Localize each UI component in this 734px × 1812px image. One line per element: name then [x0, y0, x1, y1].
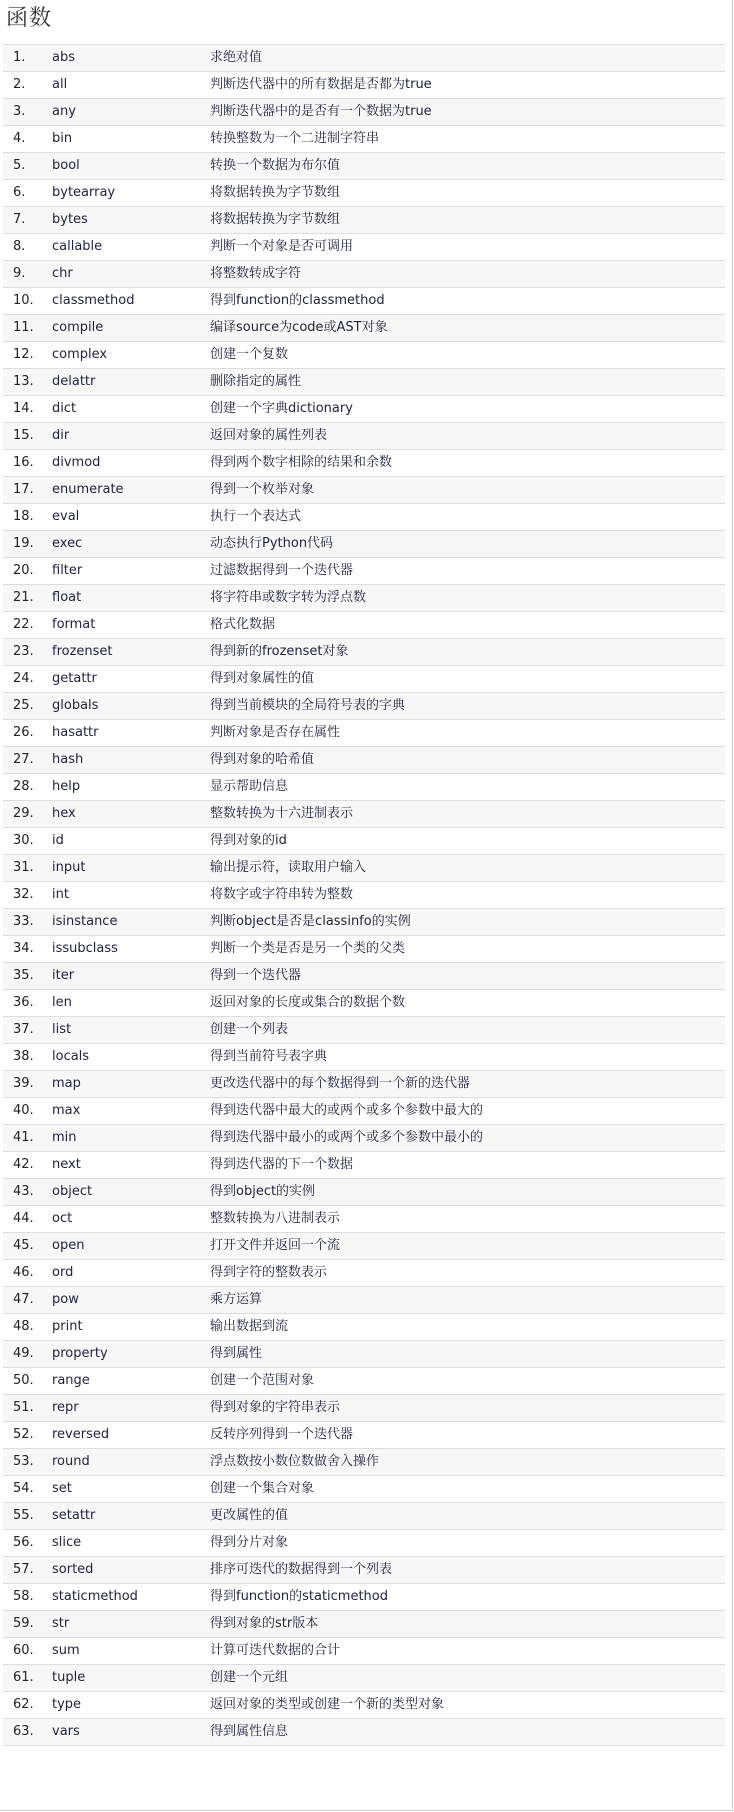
function-description: 浮点数按小数位数做舍入操作 [210, 1454, 380, 1469]
function-description: 更改属性的值 [210, 1508, 289, 1523]
function-description: 创建一个列表 [210, 1022, 289, 1037]
table-row [3, 1017, 725, 1044]
function-name: slice [52, 1535, 82, 1550]
table-row [3, 747, 725, 774]
table-row [3, 1152, 725, 1179]
function-description: 显示帮助信息 [210, 779, 289, 794]
function-name: callable [52, 239, 103, 254]
row-number: 12. [13, 347, 34, 362]
function-name: range [52, 1373, 90, 1388]
function-name: round [52, 1454, 90, 1469]
table-row [3, 126, 725, 153]
function-name: compile [52, 320, 104, 335]
function-description: 更改迭代器中的每个数据得到一个新的迭代器 [210, 1076, 471, 1091]
function-description: 创建一个集合对象 [210, 1481, 315, 1496]
function-name: len [52, 995, 72, 1010]
function-description: 得到对象的str版本 [210, 1616, 319, 1631]
table-row [3, 963, 725, 990]
function-name: id [52, 833, 64, 848]
function-description: 排序可迭代的数据得到一个列表 [210, 1562, 393, 1577]
function-description: 将整数转成字符 [210, 266, 302, 281]
function-name: setattr [52, 1508, 96, 1523]
function-name: property [52, 1346, 108, 1361]
function-name: globals [52, 698, 99, 713]
function-description: 将数据转换为字节数组 [210, 185, 341, 200]
table-row [3, 1044, 725, 1071]
function-description: 得到对象的id [210, 833, 287, 848]
function-description: 转换整数为一个二进制字符串 [210, 131, 380, 146]
row-number: 13. [13, 374, 34, 389]
row-number: 25. [13, 698, 34, 713]
table-row [3, 1314, 725, 1341]
function-description: 判断迭代器中的是否有一个数据为true [210, 104, 432, 119]
function-name: bin [52, 131, 73, 146]
function-name: open [52, 1238, 85, 1253]
table-row [3, 45, 725, 72]
function-description: 过滤数据得到一个迭代器 [210, 563, 354, 578]
row-number: 19. [13, 536, 34, 551]
table-row [3, 72, 725, 99]
row-number: 18. [13, 509, 34, 524]
table-row [3, 1368, 725, 1395]
function-name: frozenset [52, 644, 113, 659]
row-number: 61. [13, 1670, 34, 1685]
table-row [3, 1530, 725, 1557]
function-description: 得到当前模块的全局符号表的字典 [210, 698, 406, 713]
function-table [3, 44, 725, 1746]
row-number: 44. [13, 1211, 34, 1226]
function-description: 得到function的classmethod [210, 293, 385, 308]
function-description: 创建一个范围对象 [210, 1373, 315, 1388]
table-row [3, 288, 725, 315]
table-row [3, 612, 725, 639]
row-number: 34. [13, 941, 34, 956]
function-name: vars [52, 1724, 80, 1739]
function-description: 得到迭代器的下一个数据 [210, 1157, 354, 1172]
table-row [3, 1260, 725, 1287]
function-description: 判断一个类是否是另一个类的父类 [210, 941, 406, 956]
table-row [3, 558, 725, 585]
function-description: 得到对象的字符串表示 [210, 1400, 341, 1415]
table-row [3, 450, 725, 477]
function-description: 求绝对值 [210, 50, 263, 65]
function-description: 将数据转换为字节数组 [210, 212, 341, 227]
table-row [3, 234, 725, 261]
function-name: reversed [52, 1427, 110, 1442]
function-description: 得到object的实例 [210, 1184, 316, 1199]
table-row [3, 693, 725, 720]
row-number: 6. [13, 185, 26, 200]
function-description: 输出提示符，读取用户输入 [210, 860, 367, 875]
row-number: 14. [13, 401, 34, 416]
function-name: input [52, 860, 86, 875]
function-name: dir [52, 428, 70, 443]
function-name: delattr [52, 374, 96, 389]
function-name: type [52, 1697, 82, 1712]
table-row [3, 1287, 725, 1314]
page-title: 函数 [6, 6, 53, 31]
row-number: 56. [13, 1535, 34, 1550]
table-row [3, 1125, 725, 1152]
function-name: complex [52, 347, 108, 362]
row-number: 47. [13, 1292, 34, 1307]
table-row [3, 774, 725, 801]
function-name: dict [52, 401, 77, 416]
table-row [3, 855, 725, 882]
row-number: 57. [13, 1562, 34, 1577]
function-description: 判断一个对象是否可调用 [210, 239, 354, 254]
function-description: 得到迭代器中最小的或两个或多个参数中最小的 [210, 1130, 484, 1145]
function-description: 将数字或字符串转为整数 [210, 887, 354, 902]
function-name: help [52, 779, 81, 794]
table-row [3, 720, 725, 747]
row-number: 43. [13, 1184, 34, 1199]
table-row [3, 342, 725, 369]
row-number: 35. [13, 968, 34, 983]
function-name: exec [52, 536, 83, 551]
function-description: 得到属性信息 [210, 1724, 289, 1739]
function-name: issubclass [52, 941, 118, 956]
row-number: 2. [13, 77, 26, 92]
table-row [3, 1206, 725, 1233]
function-name: all [52, 77, 68, 92]
table-row [3, 1233, 725, 1260]
function-description: 返回对象的属性列表 [210, 428, 328, 443]
row-number: 42. [13, 1157, 34, 1172]
row-number: 52. [13, 1427, 34, 1442]
function-name: sorted [52, 1562, 94, 1577]
table-row [3, 396, 725, 423]
function-name: hex [52, 806, 76, 821]
table-row [3, 504, 725, 531]
row-number: 46. [13, 1265, 34, 1280]
row-number: 36. [13, 995, 34, 1010]
row-number: 4. [13, 131, 26, 146]
row-number: 28. [13, 779, 34, 794]
row-number: 32. [13, 887, 34, 902]
function-description: 输出数据到流 [210, 1319, 289, 1334]
table-row [3, 990, 725, 1017]
row-number: 31. [13, 860, 34, 875]
table-row [3, 1341, 725, 1368]
function-name: iter [52, 968, 75, 983]
row-number: 50. [13, 1373, 34, 1388]
function-description: 判断object是否是classinfo的实例 [210, 914, 411, 929]
function-description: 计算可迭代数据的合计 [210, 1643, 341, 1658]
row-number: 26. [13, 725, 34, 740]
row-number: 5. [13, 158, 26, 173]
row-number: 33. [13, 914, 34, 929]
row-number: 15. [13, 428, 34, 443]
function-description: 得到字符的整数表示 [210, 1265, 328, 1280]
row-number: 21. [13, 590, 34, 605]
function-name: getattr [52, 671, 97, 686]
function-name: tuple [52, 1670, 86, 1685]
table-row [3, 639, 725, 666]
row-number: 63. [13, 1724, 34, 1739]
function-name: str [52, 1616, 70, 1631]
function-description: 创建一个元组 [210, 1670, 289, 1685]
table-row [3, 1476, 725, 1503]
function-name: classmethod [52, 293, 135, 308]
function-name: oct [52, 1211, 73, 1226]
table-row [3, 531, 725, 558]
function-name: print [52, 1319, 83, 1334]
function-description: 得到属性 [210, 1346, 263, 1361]
function-name: next [52, 1157, 81, 1172]
table-row [3, 801, 725, 828]
function-name: hasattr [52, 725, 99, 740]
row-number: 1. [13, 50, 26, 65]
row-number: 41. [13, 1130, 34, 1145]
function-name: abs [52, 50, 75, 65]
row-number: 54. [13, 1481, 34, 1496]
table-row [3, 1422, 725, 1449]
row-number: 22. [13, 617, 34, 632]
function-name: enumerate [52, 482, 124, 497]
row-number: 59. [13, 1616, 34, 1631]
function-description: 得到两个数字相除的结果和余数 [210, 455, 393, 470]
table-row [3, 1503, 725, 1530]
function-description: 整数转换为八进制表示 [210, 1211, 341, 1226]
row-number: 10. [13, 293, 34, 308]
table-row [3, 153, 725, 180]
table-row [3, 585, 725, 612]
table-row [3, 1611, 725, 1638]
table-row [3, 666, 725, 693]
table-row [3, 369, 725, 396]
function-description: 返回对象的类型或创建一个新的类型对象 [210, 1697, 445, 1712]
function-name: min [52, 1130, 77, 1145]
function-description: 得到一个迭代器 [210, 968, 302, 983]
function-name: float [52, 590, 82, 605]
function-description: 格式化数据 [210, 617, 276, 632]
row-number: 38. [13, 1049, 34, 1064]
table-row [3, 1098, 725, 1125]
row-number: 39. [13, 1076, 34, 1091]
row-number: 58. [13, 1589, 34, 1604]
table-row [3, 1719, 725, 1746]
table-row [3, 207, 725, 234]
function-description: 乘方运算 [210, 1292, 263, 1307]
function-name: int [52, 887, 69, 902]
row-number: 7. [13, 212, 26, 227]
function-description: 编译source为code或AST对象 [210, 320, 388, 335]
function-description: 得到新的frozenset对象 [210, 644, 349, 659]
row-number: 3. [13, 104, 26, 119]
function-name: bytes [52, 212, 88, 227]
function-description: 执行一个表达式 [210, 509, 302, 524]
function-name: bool [52, 158, 80, 173]
function-description: 判断对象是否存在属性 [210, 725, 341, 740]
function-description: 创建一个复数 [210, 347, 289, 362]
table-row [3, 936, 725, 963]
table-row [3, 1665, 725, 1692]
function-name: pow [52, 1292, 79, 1307]
function-name: isinstance [52, 914, 118, 929]
function-name: hash [52, 752, 84, 767]
table-row [3, 315, 725, 342]
row-number: 23. [13, 644, 34, 659]
row-number: 37. [13, 1022, 34, 1037]
row-number: 49. [13, 1346, 34, 1361]
function-name: bytearray [52, 185, 116, 200]
function-description: 得到对象属性的值 [210, 671, 315, 686]
row-number: 30. [13, 833, 34, 848]
row-number: 16. [13, 455, 34, 470]
function-description: 得到对象的哈希值 [210, 752, 315, 767]
row-number: 40. [13, 1103, 34, 1118]
function-description: 整数转换为十六进制表示 [210, 806, 354, 821]
function-description: 反转序列得到一个迭代器 [210, 1427, 354, 1442]
function-name: max [52, 1103, 81, 1118]
function-name: staticmethod [52, 1589, 138, 1604]
function-name: set [52, 1481, 72, 1496]
function-name: object [52, 1184, 93, 1199]
table-row [3, 423, 725, 450]
function-description: 打开文件并返回一个流 [210, 1238, 341, 1253]
function-description: 得到分片对象 [210, 1535, 289, 1550]
table-row [3, 1071, 725, 1098]
row-number: 9. [13, 266, 26, 281]
table-row [3, 1692, 725, 1719]
row-number: 53. [13, 1454, 34, 1469]
row-number: 17. [13, 482, 34, 497]
function-name: ord [52, 1265, 74, 1280]
function-name: filter [52, 563, 83, 578]
function-description: 返回对象的长度或集合的数据个数 [210, 995, 406, 1010]
function-description: 创建一个字典dictionary [210, 401, 353, 416]
table-row [3, 909, 725, 936]
table-row [3, 1449, 725, 1476]
row-number: 45. [13, 1238, 34, 1253]
function-description: 动态执行Python代码 [210, 536, 334, 551]
function-name: format [52, 617, 96, 632]
function-name: chr [52, 266, 73, 281]
row-number: 48. [13, 1319, 34, 1334]
function-description: 得到迭代器中最大的或两个或多个参数中最大的 [210, 1103, 484, 1118]
function-name: locals [52, 1049, 90, 1064]
function-description: 得到当前符号表字典 [210, 1049, 328, 1064]
function-name: eval [52, 509, 80, 524]
table-row [3, 1179, 725, 1206]
table-row [3, 1395, 725, 1422]
row-number: 27. [13, 752, 34, 767]
table-row [3, 477, 725, 504]
row-number: 11. [13, 320, 34, 335]
function-name: any [52, 104, 76, 119]
function-description: 得到function的staticmethod [210, 1589, 389, 1604]
table-row [3, 180, 725, 207]
function-description: 得到一个枚举对象 [210, 482, 315, 497]
function-name: map [52, 1076, 81, 1091]
row-number: 20. [13, 563, 34, 578]
table-row [3, 1584, 725, 1611]
function-name: sum [52, 1643, 80, 1658]
row-number: 8. [13, 239, 26, 254]
table-row [3, 882, 725, 909]
function-name: divmod [52, 455, 101, 470]
table-row [3, 261, 725, 288]
row-number: 60. [13, 1643, 34, 1658]
function-description: 转换一个数据为布尔值 [210, 158, 341, 173]
table-row [3, 99, 725, 126]
function-name: list [52, 1022, 72, 1037]
table-row [3, 1638, 725, 1665]
table-row [3, 1557, 725, 1584]
row-number: 62. [13, 1697, 34, 1712]
function-description: 删除指定的属性 [210, 374, 302, 389]
function-description: 将字符串或数字转为浮点数 [210, 590, 367, 605]
function-name: repr [52, 1400, 79, 1415]
row-number: 55. [13, 1508, 34, 1523]
row-number: 29. [13, 806, 34, 821]
row-number: 51. [13, 1400, 34, 1415]
function-description: 判断迭代器中的所有数据是否都为true [210, 77, 432, 92]
row-number: 24. [13, 671, 34, 686]
table-row [3, 828, 725, 855]
